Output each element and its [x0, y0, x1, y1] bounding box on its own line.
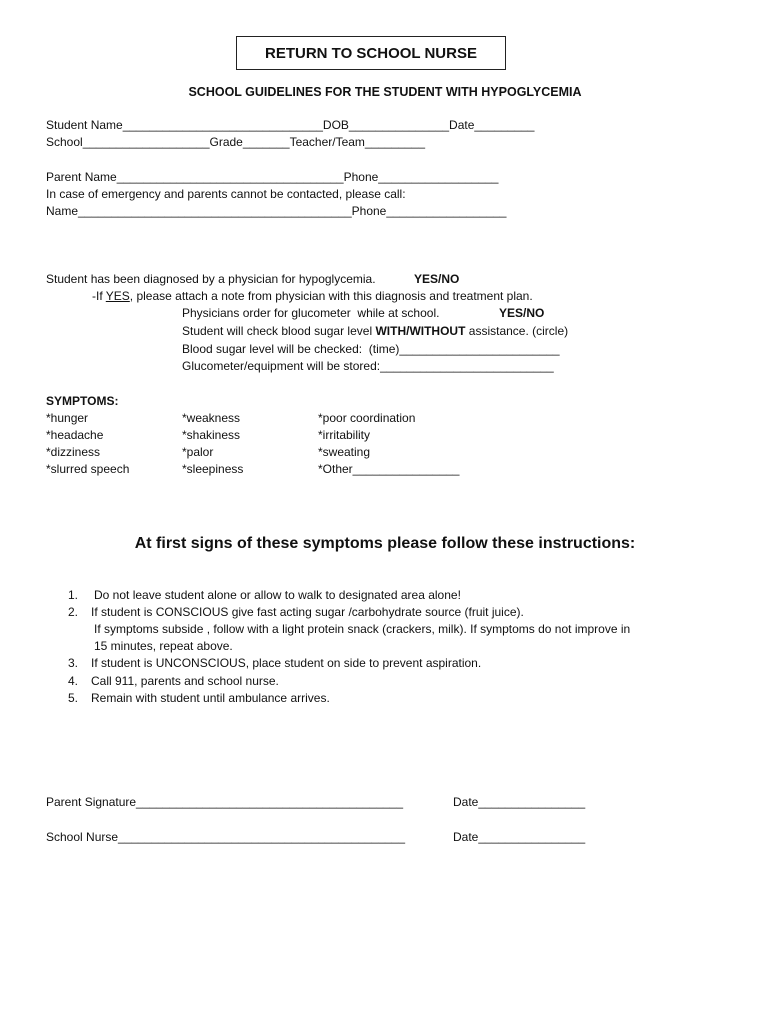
instruction-item-4: Call 911, parents and school nurse.: [91, 674, 279, 688]
list-number: 5.: [67, 691, 78, 705]
if-prefix: -If: [92, 289, 106, 303]
symptom-item: *palor: [182, 445, 214, 459]
instructions-heading: At first signs of these symptoms please follow these instructions:: [134, 535, 636, 552]
symptom-item: *shakiness: [182, 428, 241, 442]
school-nurse-signature-line[interactable]: School Nurse___________________________________________: [46, 830, 406, 844]
student-name-dob-date-line[interactable]: Student Name______________________________DOB_______________Date_________: [46, 118, 535, 132]
diagnosis-yes-no[interactable]: YES/NO: [414, 272, 460, 286]
emergency-contact-text: In case of emergency and parents cannot be contacted, please call:: [46, 187, 406, 201]
parent-date-line[interactable]: Date________________: [453, 795, 586, 809]
symptom-item: *hunger: [46, 411, 89, 425]
blood-sugar-assistance-line[interactable]: [182, 324, 568, 339]
symptom-item: *dizziness: [46, 445, 101, 459]
list-number: 1.: [67, 588, 78, 602]
symptom-item: *irritability: [318, 428, 371, 442]
list-number: 2.: [67, 605, 78, 619]
parent-signature-line[interactable]: Parent Signature________________________________________: [46, 795, 404, 809]
assistance-prefix: Student will check blood sugar level: [182, 324, 376, 338]
return-to-school-nurse-title: RETURN TO SCHOOL NURSE: [236, 36, 506, 70]
assistance-rest: assistance. (circle): [465, 324, 569, 338]
diagnosis-statement: Student has been diagnosed by a physician for hypoglycemia.: [46, 272, 376, 286]
yes-underlined: YES: [105, 289, 130, 303]
physician-note-instruction: [92, 289, 533, 304]
blood-sugar-time-line[interactable]: Blood sugar level will be checked: (time)________________________: [182, 342, 560, 356]
symptom-item: *slurred speech: [46, 462, 130, 476]
instruction-item-1: Do not leave student alone or allow to walk to designated area alone!: [94, 588, 461, 602]
parent-name-phone-line[interactable]: Parent Name__________________________________Phone__________________: [46, 170, 499, 184]
nurse-date-line[interactable]: Date________________: [453, 830, 586, 844]
symptoms-heading: SYMPTOMS:: [46, 394, 119, 408]
symptom-item: *poor coordination: [318, 411, 416, 425]
emergency-name-phone-line[interactable]: Name_________________________________________Phone__________________: [46, 204, 507, 218]
symptom-item: *sleepiness: [182, 462, 244, 476]
form-subtitle: SCHOOL GUIDELINES FOR THE STUDENT WITH HYPOGLYCEMIA: [188, 85, 582, 99]
instruction-item-5: Remain with student until ambulance arrives.: [91, 691, 330, 705]
list-number: 4.: [67, 674, 78, 688]
with-without-option[interactable]: WITH/WITHOUT: [375, 324, 466, 338]
instruction-item-2-continued: If symptoms subside , follow with a light protein snack (crackers, milk). If symptoms do not improve in: [94, 622, 631, 636]
instruction-item-2-continued: 15 minutes, repeat above.: [94, 639, 233, 653]
school-grade-teacher-line[interactable]: School___________________Grade_______Teacher/Team_________: [46, 135, 425, 149]
symptom-other-line[interactable]: *Other________________: [318, 462, 460, 476]
instruction-item-2: If student is CONSCIOUS give fast acting sugar /carbohydrate source (fruit juice).: [91, 605, 524, 619]
list-number: 3.: [67, 656, 78, 670]
symptom-item: *weakness: [182, 411, 241, 425]
instruction-item-3: If student is UNCONSCIOUS, place student on side to prevent aspiration.: [91, 656, 482, 670]
physician-note-rest: , please attach a note from physician with this diagnosis and treatment plan.: [129, 289, 533, 303]
glucometer-order-text: Physicians order for glucometer while at school.: [182, 306, 440, 320]
equipment-storage-line[interactable]: Glucometer/equipment will be stored:__________________________: [182, 359, 554, 373]
symptom-item: *headache: [46, 428, 104, 442]
symptom-item: *sweating: [318, 445, 371, 459]
glucometer-yes-no[interactable]: YES/NO: [499, 306, 545, 320]
